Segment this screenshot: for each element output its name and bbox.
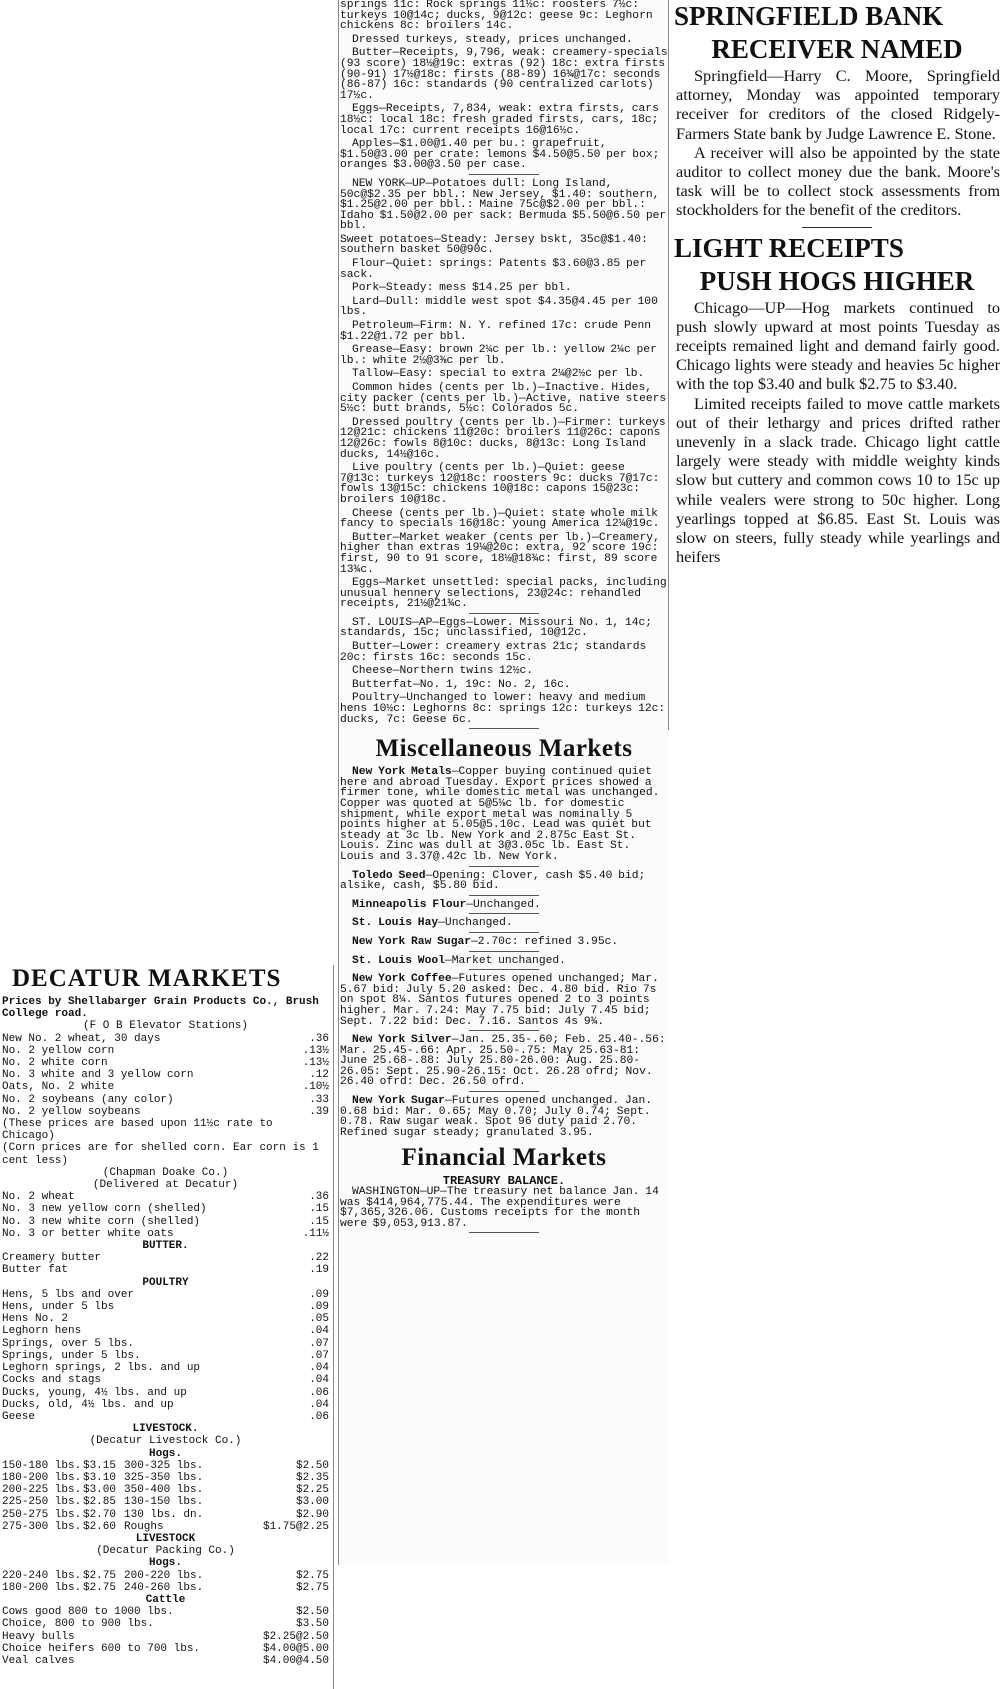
report-paragraph: Butter—Lower: creamery extras 21c; standards 20c: firsts 16c: seconds 15c. (340, 641, 647, 664)
price-row: Springs, over 5 lbs. .07 (2, 1337, 329, 1350)
news-column (670, 0, 1004, 730)
story-paragraph: Limited receipts failed to move cattle markets out of their lethargy and prices drifted rather unevenly in a slack trade. Chicago light cattle largely were steady with middle weighty kinds slow but cuttery and common cows 10 to 15c up while vealers were strong to 50c higher. Long yearlings topped at $6.85. East St. Louis was slow on steers, fully steady while yearlings and heifers (676, 393, 1000, 567)
price-row: Choice, 800 to 900 lbs. $3.50 (2, 1618, 329, 1631)
report-paragraph: Dressed turkeys, steady, prices unchanged. (352, 33, 633, 46)
misc-item: New York Coffee—Futures opened unchanged; Mar. 5.67 bid: July 5.20 asked: Dec. 4.80 bid. Rio 7s on spot 8¼. Santos futures opened 2 to 3 points higher. Mar. 7.24: May 7.75 bid: July 7.45 bid; Sept. 7.22 bid: Dec. 7.16. Santos 4s 9¾. (340, 973, 659, 1028)
price-row: No. 2 yellow corn .13½ (2, 1044, 329, 1057)
price-row: Geese .06 (2, 1410, 329, 1423)
story-paragraph: Chicago—UP—Hog markets continued to push slowly upward at most points Tuesday as receipts remained light and demand fairly good. Chicago lights were steady and heavies 5c higher with the top $3.40 and bulk $2.75 to $3.40. (676, 297, 1000, 394)
separator-rule (469, 1091, 539, 1092)
report-paragraph: Poultry—Unchanged to lower: heavy and medium hens 10½c: Leghorns 8c: springs 12c: turkeys 12c: ducks, 7c: Geese 6c. (340, 692, 666, 726)
separator-rule (469, 1232, 539, 1233)
story-paragraph: A receiver will also be appointed by the state auditor to collect money due the bank. Moore's task will be to collect stock assessments from stockholders for the benefit of the creditors. (676, 142, 1000, 220)
headline-hogs-line1: LIGHT RECEIPTS (674, 232, 904, 263)
market-reports-column (340, 0, 668, 1565)
report-paragraph: Pork—Steady: mess $14.25 per bbl. (352, 282, 572, 295)
price-row: Ducks, old, 4½ lbs. and up .04 (2, 1398, 329, 1411)
misc-markets-heading: Miscellaneous Markets (375, 735, 633, 763)
treasury-balance-report (340, 1176, 668, 1229)
column-rule-center-right (668, 0, 669, 730)
separator-rule (469, 1030, 539, 1031)
column-rule-left-right (333, 965, 334, 1689)
headline-bank-receiver-line2: RECEIVER NAMED (711, 34, 963, 64)
report-paragraph: Petroleum—Firm: N. Y. refined 17c: crude Penn $1.22@1.72 per bbl. (340, 320, 652, 343)
separator-rule (802, 227, 872, 228)
new-york-produce-report (340, 179, 668, 610)
price-row: Butter fat .19 (2, 1264, 329, 1277)
price-row: Cows good 800 to 1000 lbs. $2.50 (2, 1606, 329, 1619)
misc-item: St. Louis Wool—Market unchanged. (352, 954, 566, 967)
separator-rule (469, 951, 539, 952)
misc-item: Minneapolis Flour—Unchanged. (352, 898, 541, 911)
price-row: Veal calves $4.00@4.50 (2, 1654, 329, 1667)
report-paragraph: Flour—Quiet: springs: Patents $3.60@3.85 per sack. (340, 258, 647, 281)
price-row: Hens, 5 lbs and over .09 (2, 1288, 329, 1301)
misc-item: New York Raw Sugar—2.70c: refined 3.95c. (352, 935, 619, 948)
price-row: Choice heifers 600 to 700 lbs. $4.00@5.00 (2, 1642, 329, 1655)
cattle-heading: Cattle (145, 1593, 186, 1606)
report-paragraph: Cheese (cents per lb.)—Quiet: state whole milk fancy to specials 16@18c: young America 12¼@19c. (340, 507, 660, 531)
report-paragraph: ST. LOUIS—AP—Eggs—Lower. Missouri No. 1, 14c; standards, 15c; unclassified, 10@12c. (340, 616, 653, 640)
report-paragraph: Cheese—Northern twins 12½c. (352, 665, 534, 678)
price-row: No. 2 yellow soybeans .39 (2, 1105, 329, 1118)
livestock-heading: LIVESTOCK (135, 1532, 196, 1545)
price-source-note: (F O B Elevator Stations) (82, 1020, 249, 1033)
report-paragraph: Dressed poultry (cents per lb.)—Firmer: turkeys 12@21c: chickens 11@20c: broilers 11@26c: capons 12@26c: fowls 8@10c: ducks, 8@13c: Long Island ducks, 14½@16c. (340, 416, 666, 461)
report-paragraph: Grease—Easy: brown 2¼c per lb.: yellow 2¼c per lb.: white 2½@3⅜c per lb. (340, 344, 657, 367)
decatur-price-list (0, 996, 333, 1667)
misc-item: St. Louis Hay—Unchanged. (352, 917, 513, 930)
misc-item: New York Sugar—Futures opened unchanged. Jan. 0.68 bid: Mar. 0.65; May 0.70; July 0.74; Sept. 0.78. Raw sugar weak. Spot 96 duty paid 2.70. Refined sugar steady; granulated 3.95. (340, 1095, 653, 1139)
price-source: (Decatur Livestock Co.) (89, 1435, 242, 1448)
separator-rule (469, 932, 539, 933)
separator-rule (469, 866, 539, 867)
grain-prices (2, 1033, 329, 1118)
headline-bank-receiver-line1: SPRINGFIELD BANK (674, 1, 944, 31)
hog-price-table: 220-240 lbs. $2.75 200-220 lbs. $2.75 180-200 lbs. $2.75 240-260 lbs. $2.75 (2, 1569, 329, 1594)
price-row: New No. 2 wheat, 30 days .36 (2, 1032, 329, 1045)
report-paragraph: Butter—Market weaker (cents per lb.)—Creamery, higher than extras 19¼@20c: extra, 92 score 19c: first, 90 to 91 score, 18½@18¾c: first, 89 score 13¾c. (340, 531, 660, 576)
price-row: No. 2 white corn .13½ (2, 1057, 329, 1070)
report-paragraph: WASHINGTON—UP—The treasury net balance Jan. 14 was $414,964,775.44. The expenditures were $7,365,326.06. Customs receipts for the month were $9,053,913.87. (340, 1186, 659, 1230)
livestock-heading: LIVESTOCK. (132, 1423, 199, 1436)
report-paragraph: Eggs—Receipts, 7,834, weak: extra firsts, cars 18½c: local 18c: fresh graded firsts, cars, 18c; local 17c: current receipts 16@16½c. (340, 103, 659, 137)
headline-hogs-line2: PUSH HOGS HIGHER (699, 265, 975, 296)
price-source: Prices by Shellabarger Grain Products Co., Brush College road. (2, 996, 319, 1021)
price-row: Creamery butter .22 (2, 1252, 329, 1265)
price-row: Oats, No. 2 white .10½ (2, 1081, 329, 1094)
separator-rule (469, 969, 539, 970)
report-paragraph: Butter—Receipts, 9,796, weak: creamery-specials (93 score) 18½@19c: extras (92) 18c: extra firsts (90-91) 17½@18c: firsts (88-89) 16¾@17c: seconds (86-87) 16c: standards (90 centralized carlots) 17½c. (340, 47, 668, 102)
price-row: Hens No. 2 .05 (2, 1313, 329, 1326)
story-paragraph: Springfield—Harry C. Moore, Springfield attorney, Monday was appointed temporary receiver for creditors of the closed Ridgely-Farmers State bank by Judge Lawrence E. Stone. (676, 66, 1000, 143)
separator-rule (469, 895, 539, 896)
report-paragraph: Butterfat—No. 1, 19c: No. 2, 16c. (352, 678, 571, 691)
poultry-heading: POULTRY (142, 1276, 189, 1289)
report-paragraph: Lard—Dull: middle west spot $4.35@4.45 per 100 lbs. (340, 295, 658, 319)
price-source: (Decatur Packing Co.) (96, 1545, 235, 1558)
price-row: No. 3 new white corn (shelled) .15 (2, 1215, 329, 1228)
grain-prices-2 (2, 1191, 329, 1240)
price-row: Cocks and stags .04 (2, 1374, 329, 1387)
column-rule-center-left (338, 0, 339, 1565)
separator-rule (469, 174, 539, 175)
price-row: No. 3 new yellow corn (shelled) .15 (2, 1203, 329, 1216)
report-paragraph: Eggs—Market unsettled: special packs, including unusual hennery selections, 23@24c: rehandled receipts, 21½@21¾c. (340, 577, 667, 611)
butter-heading: BUTTER. (142, 1240, 189, 1253)
rate-note: (These prices are based upon 11½c rate to Chicago) (2, 1118, 273, 1143)
misc-item: New York Silver—Jan. 25.35-.60; Feb. 25.40-.56: Mar. 25.45-.66: Apr. 25.50-.75: May 25.63-81: June 25.68-.88: July 25.80-26.00: Aug. 25.80-26.05: Sept. 25.90-26.15: Oct. 26.28 ofrd; Nov. 26.40 ofrd: Dec. 26.50 ofrd. (340, 1034, 666, 1089)
price-source-note: (Delivered at Decatur) (92, 1179, 239, 1192)
chicago-produce-report (340, 0, 668, 171)
report-paragraph: Apples—$1.00@1.40 per bu.: grapefruit, $1.50@3.00 per crate: lemons $4.50@5.50 per box; oranges $3.00@3.50 per case. (340, 138, 660, 172)
price-row: Heavy bulls $2.25@2.50 (2, 1630, 329, 1643)
hogs-heading: Hogs. (148, 1557, 182, 1570)
price-source: (Chapman Doake Co.) (102, 1166, 229, 1179)
price-row: No. 3 or better white oats .11½ (2, 1227, 329, 1240)
separator-rule (469, 728, 539, 729)
decatur-markets-column (0, 965, 333, 1689)
misc-item: Toledo Seed—Opening: Clover, cash $5.40 bid; alsike, cash, $5.80 bid. (340, 869, 646, 893)
misc-item: New York Metals—Copper buying continued quiet here and abroad Tuesday. Export prices showed a firmer tone, while domestic metal was unchanged. Copper was quoted at 5@5⅛c lb. for domestic shipment, while export metal was nominally 5 points higher at 5.05@5.10c. Lead was quiet but steady at 3c lb. New York and 2.875c East St. Louis. Zinc was dull at 3@3.05c lb. East St. Louis and 3.37@.42c lb. New York. (340, 766, 660, 863)
hogs-heading: Hogs. (148, 1447, 182, 1460)
report-paragraph: Sweet potatoes—Steady: Jersey bskt, 35c@$1.40: southern basket 50@90c. (340, 233, 648, 257)
price-row: No. 2 wheat .36 (2, 1191, 329, 1204)
report-paragraph: Common hides (cents per lb.)—Inactive. Hides, city packer (cents per lb.)—Active, native steers 5½c: butt brands, 5½c: Colorados 5c. (340, 382, 667, 416)
separator-rule (469, 613, 539, 614)
price-row: Leghorn hens .04 (2, 1325, 329, 1338)
price-row: No. 3 white and 3 yellow corn .12 (2, 1069, 329, 1082)
hog-price-table: 150-180 lbs. $3.15 300-325 lbs. $2.50 180-200 lbs. $3.10 325-350 lbs. $2.35 200-225 lbs. $3.00 350-400 lbs. $2.25 225-250 lbs. $2.85 130-150 lbs. $3.00 250-275 lbs. $2.70 130 lbs. dn. $2.90 275-300 lbs. $2.60 Roughs $1.75@2.25 (2, 1459, 329, 1533)
report-paragraph: NEW YORK—UP—Potatoes dull: Long Island, 50c@$2.35 per bbl.: New Jersey, $1.40: southern, $1.25@2.00 per bbl.: Maine 75c@$2.00 per bbl.: Idaho $1.50@2.00 per sack: Bermuda $5.50@6.50 per bbl. (340, 177, 667, 233)
price-row: Hens, under 5 lbs .09 (2, 1301, 329, 1314)
price-row: Leghorn springs, 2 lbs. and up .04 (2, 1362, 329, 1375)
report-paragraph: springs 11c: Rock springs 11½c: roosters 7½c: turkeys 10@14c; ducks, 9@12c: geese 9c: Leghorn chickens 8c: broilers 14c. (340, 0, 653, 33)
price-row: Ducks, young, 4½ lbs. and up .06 (2, 1386, 329, 1399)
financial-markets-heading: Financial Markets (401, 1144, 607, 1172)
price-row: No. 2 soybeans (any color) .33 (2, 1093, 329, 1106)
treasury-balance-heading: TREASURY BALANCE. (442, 1174, 566, 1189)
price-row: Springs, under 5 lbs. .07 (2, 1349, 329, 1362)
report-paragraph: Tallow—Easy: special to extra 2¼@2½c per lb. (352, 368, 645, 381)
misc-markets-list (340, 767, 668, 1138)
st-louis-produce-report (340, 618, 668, 725)
corn-note: (Corn prices are for shelled corn. Ear corn is 1 cent less) (2, 1142, 319, 1167)
decatur-markets-heading: DECATUR MARKETS (12, 965, 282, 992)
report-paragraph: Live poultry (cents per lb.)—Quiet: geese 7@13c: turkeys 12@18c: roosters 9c: ducks 7@17c: fowls 13@15c: chickens 10@18c: capons 15@23c: broilers 10@18c. (340, 462, 660, 506)
separator-rule (469, 913, 539, 914)
